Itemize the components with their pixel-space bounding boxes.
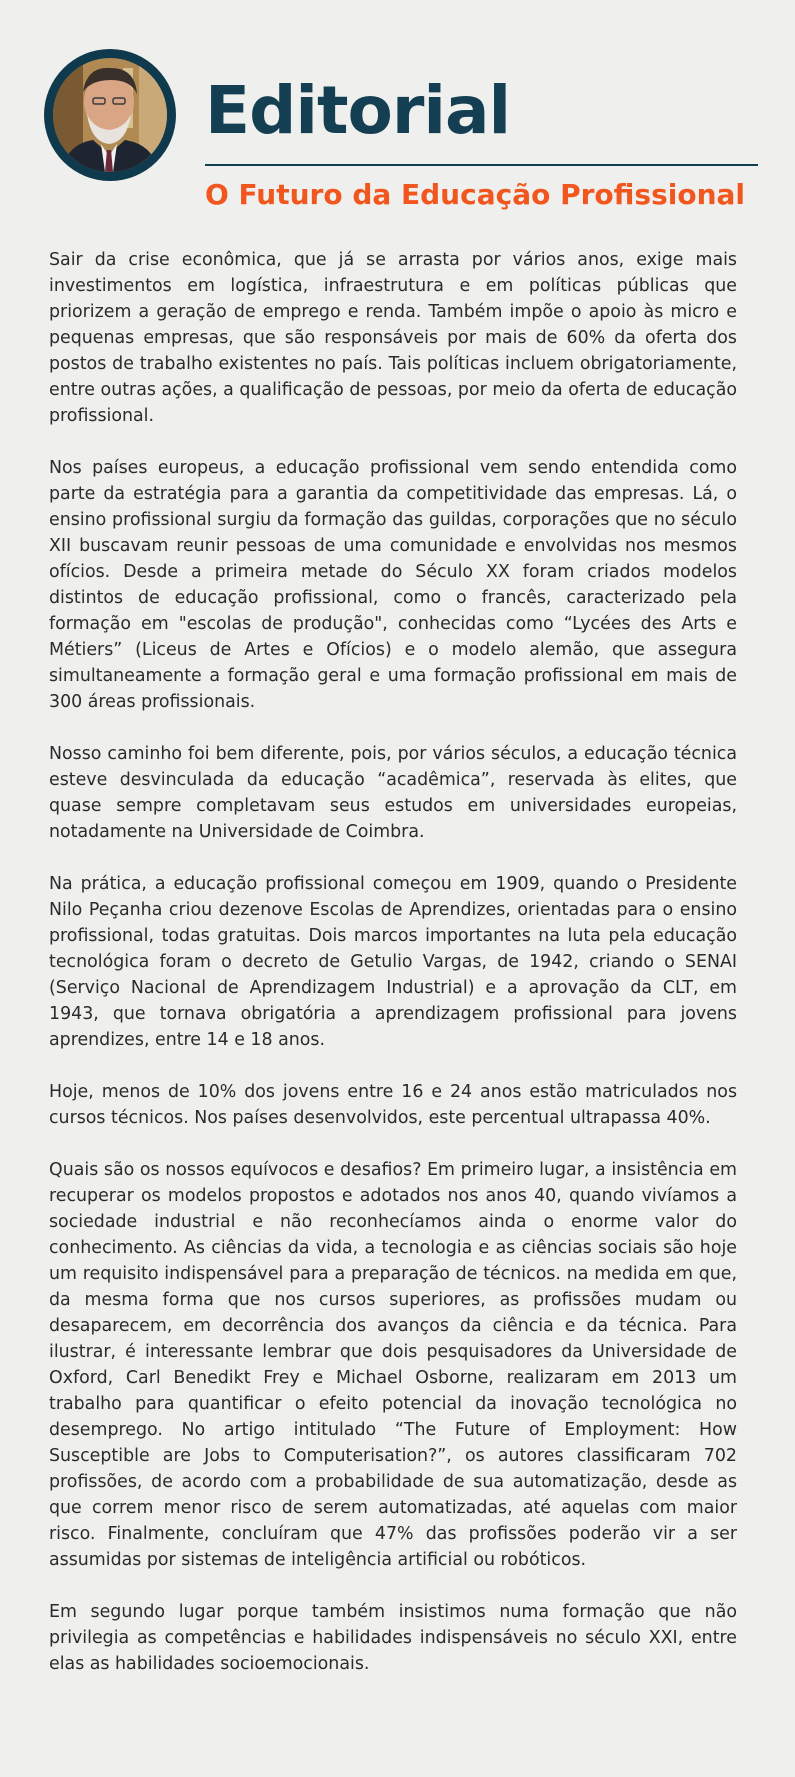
- author-portrait: [53, 58, 167, 172]
- page-title: Editorial: [205, 72, 511, 149]
- paragraph: Sair da crise econômica, que já se arrasta por vários anos, exige mais investimentos em logística, infraestrutura e em políticas públicas que priorizem a geração de emprego e renda. Também impõe o apoio às micro e pequenas empresas, que são responsáveis por mais de 60% da oferta dos postos de trabalho existentes no país. Tais políticas incluem obrigatoriamente, entre outras ações, a qualificação de pessoas, por meio da oferta de educação profissional.: [49, 250, 737, 426]
- article-body: [49, 247, 737, 1703]
- paragraph: Hoje, menos de 10% dos jovens entre 16 e 24 anos estão matriculados nos cursos técnicos. Nos países desenvolvidos, este percentual ultrapassa 40%.: [49, 1082, 737, 1128]
- editorial-header: [0, 0, 795, 230]
- title-divider: [205, 164, 758, 166]
- author-avatar: [44, 49, 176, 181]
- paragraph: Nos países europeus, a educação profissional vem sendo entendida como parte da estratégia para a garantia da competitividade das empresas. Lá, o ensino profissional surgiu da formação das guildas, corporações que no século XII buscavam reunir pessoas de uma comunidade e envolvidas nos mesmos ofícios. Desde a primeira metade do Século XX foram criados modelos distintos de educação profissional, como o francês, caracterizado pela formação em "escolas de produção", conhecidas como “Lycées des Arts e Métiers” (Liceus de Artes e Ofícios) e o modelo alemão, que assegura simultaneamente a formação geral e uma formação profissional em mais de 300 áreas profissionais.: [49, 458, 737, 712]
- paragraph: Quais são os nossos equívocos e desafios? Em primeiro lugar, a insistência em recuperar os modelos propostos e adotados nos anos 40, quando vivíamos a sociedade industrial e não reconhecíamos ainda o enorme valor do conhecimento. As ciências da vida, a tecnologia e as ciências sociais são hoje um requisito indispensável para a preparação de técnicos. na medida em que, da mesma forma que nos cursos superiores, as profissões mudam ou desaparecem, em decorrência dos avanços da ciência e da técnica. Para ilustrar, é interessante lembrar que dois pesquisadores da Universidade de Oxford, Carl Benedikt Frey e Michael Osborne, realizaram em 2013 um trabalho para quantificar o efeito potencial da inovação tecnológica no desemprego. No artigo intitulado “The Future of Employment: How Susceptible are Jobs to Computerisation?”, os autores classificaram 702 profissões, de acordo com a probabilidade de sua automatização, desde as que correm menor risco de serem automatizadas, até aquelas com maior risco. Finalmente, concluíram que 47% das profissões poderão vir a ser assumidas por sistemas de inteligência artificial ou robóticos.: [49, 1160, 737, 1570]
- paragraph: Em segundo lugar porque também insistimos numa formação que não privilegia as competências e habilidades indispensáveis no século XXI, entre elas as habilidades socioemocionais.: [49, 1602, 737, 1674]
- paragraph: Nosso caminho foi bem diferente, pois, por vários séculos, a educação técnica esteve desvinculada da educação “acadêmica”, reservada às elites, que quase sempre completavam seus estudos em universidades europeias, notadamente na Universidade de Coimbra.: [49, 744, 737, 842]
- page-subtitle: O Futuro da Educação Profissional: [205, 178, 745, 211]
- paragraph: Na prática, a educação profissional começou em 1909, quando o Presidente Nilo Peçanha criou dezenove Escolas de Aprendizes, orientadas para o ensino profissional, todas gratuitas. Dois marcos importantes na luta pela educação tecnológica foram o decreto de Getulio Vargas, de 1942, criando o SENAI (Serviço Nacional de Aprendizagem Industrial) e a aprovação da CLT, em 1943, que tornava obrigatória a aprendizagem profissional para jovens aprendizes, entre 14 e 18 anos.: [49, 874, 737, 1050]
